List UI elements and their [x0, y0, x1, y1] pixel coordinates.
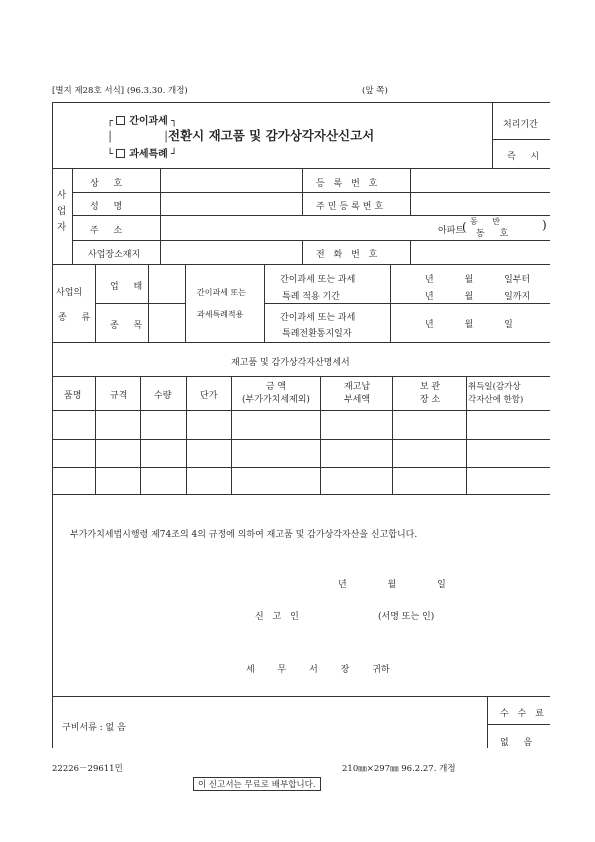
inventory-header-bottom: [52, 410, 550, 411]
col-spec: 규격: [110, 391, 128, 401]
col-tax-amount: 재고납 부세액: [343, 382, 371, 405]
business-side-label: 사업자: [57, 190, 67, 233]
inventory-title: 재고품 및 감가상각자산명세서: [231, 358, 350, 368]
processing-divider: [492, 102, 493, 168]
business-label-divider: [160, 168, 161, 264]
title-bracket-mid: │ │: [107, 132, 170, 143]
frame-top: [52, 102, 550, 103]
footer-box-divider: [487, 696, 488, 748]
form-title: 전환시 재고품 및 감가상각자산신고서: [168, 128, 375, 143]
type-side-label-2: 종 류: [58, 313, 97, 323]
checkbox-special-tax[interactable]: [116, 149, 125, 158]
business-top-line: [52, 168, 550, 169]
transfer-label-1: 간이과세 또는: [197, 288, 246, 297]
type-side-divider: [95, 264, 96, 342]
business-row-line-3: [72, 240, 550, 241]
label-business-type: 업 태: [110, 282, 149, 292]
inventory-row-line-2: [52, 467, 550, 468]
inventory-row-line-1: [52, 439, 550, 440]
label-name: 성 명: [90, 202, 129, 212]
footer-box-top: [52, 696, 550, 697]
label-resident-no: 주민등록번호: [316, 202, 387, 212]
label-dong-ho: 동 호: [476, 229, 515, 239]
type-value-divider: [185, 264, 186, 342]
col-acquisition-date: 취득일(감가상 각자산에 한함): [468, 382, 524, 405]
inv-col-divider-5: [320, 376, 321, 494]
inv-col-divider-2: [140, 376, 141, 494]
fee-mid-line: [487, 724, 550, 725]
type-row-line: [95, 303, 185, 304]
paren-close: ): [542, 218, 547, 232]
addressee: 세 무 서 장 귀하: [246, 665, 390, 675]
frame-left: [52, 102, 53, 748]
label-business-item: 종 목: [110, 321, 149, 331]
type-side-label-1: 사업의: [56, 288, 83, 298]
label-phone: 전 화 번 호: [316, 250, 381, 260]
inv-col-divider-1: [95, 376, 96, 494]
inv-col-divider-4: [231, 376, 232, 494]
checkbox-simplified-tax[interactable]: [116, 116, 125, 125]
transfer-label-2: 과세특례적용: [197, 310, 244, 319]
fee-label: 수 수 료: [500, 709, 547, 719]
inv-col-divider-7: [466, 376, 467, 494]
paren-open: (: [462, 220, 467, 234]
business-right-divider-a: [410, 168, 411, 216]
col-item-name: 품명: [64, 391, 82, 401]
processing-period-value: 즉 시: [507, 152, 546, 162]
label-business-location: 사업장소재지: [88, 250, 141, 260]
business-mid-divider-b: [302, 240, 303, 264]
reporter-label: 신 고 인: [255, 612, 302, 622]
declaration-date: 년 월 일: [338, 580, 446, 590]
period-label-right-divider: [390, 264, 391, 342]
free-distribution-notice: 이 신고서는 무료로 배부합니다.: [193, 777, 321, 791]
period-label-2: 특례 적용 기간: [282, 292, 340, 302]
col-quantity: 수량: [154, 391, 172, 401]
option-special-tax: 과세특례: [129, 149, 168, 160]
col-amount: 금 액 (부가가치세제외): [242, 382, 310, 405]
period-label-1: 간이과세 또는 과세: [280, 275, 356, 285]
processing-period-label: 처리기간: [503, 120, 538, 130]
conversion-label-2: 특례전환통지일자: [282, 329, 352, 339]
inv-col-divider-6: [392, 376, 393, 494]
business-side-divider: [72, 168, 73, 264]
business-right-divider-b: [410, 240, 411, 264]
inventory-header-top: [52, 376, 550, 377]
business-row-line-1: [72, 192, 550, 193]
signature-label: (서명 또는 인): [378, 612, 435, 622]
required-documents: 구비서류 : 없 음: [62, 723, 126, 733]
label-registration-no: 등 록 번 호: [316, 179, 381, 189]
inv-col-divider-3: [186, 376, 187, 494]
period-row-line: [264, 303, 550, 304]
title-bracket-bottom: └ 과세특례 ┘: [107, 149, 178, 160]
processing-mid-line: [492, 139, 550, 140]
paper-size: 210㎜×297㎜ 96.2.27. 개정: [342, 764, 456, 774]
date-from: 년 월 일부터: [425, 275, 531, 285]
date-to: 년 월 일까지: [425, 292, 531, 302]
label-apartment: 아파트: [438, 226, 465, 236]
form-code: 22226－29611민: [52, 764, 123, 774]
conversion-label-1: 간이과세 또는 과세: [280, 313, 356, 323]
col-storage: 보 관 장 소: [419, 382, 441, 405]
form-reference: [별지 제28호 서식] (96.3.30. 개정): [52, 86, 188, 96]
inventory-bottom-line: [52, 494, 550, 495]
front-side-label: (앞 쪽): [362, 86, 388, 96]
label-address: 주 소: [90, 226, 129, 236]
label-dong-ban: 동 반: [470, 217, 506, 226]
business-mid-divider-a: [302, 168, 303, 216]
fee-value: 없 음: [500, 738, 539, 748]
type-bottom-line: [52, 342, 550, 343]
declaration-statement: 부가가치세법시행령 제74조의 4의 규정에 의하여 재고품 및 감가상각자산을 신고합니다.: [70, 530, 418, 540]
business-bottom-line: [52, 264, 550, 265]
col-unit-price: 단가: [200, 391, 218, 401]
label-trade-name: 상 호: [90, 179, 129, 189]
date-conversion: 년 월 일: [425, 320, 513, 330]
title-bracket-top: ┌ 간이과세 ┐: [107, 116, 178, 127]
period-label-left-divider: [264, 264, 265, 342]
option-simplified-tax: 간이과세: [129, 116, 168, 127]
